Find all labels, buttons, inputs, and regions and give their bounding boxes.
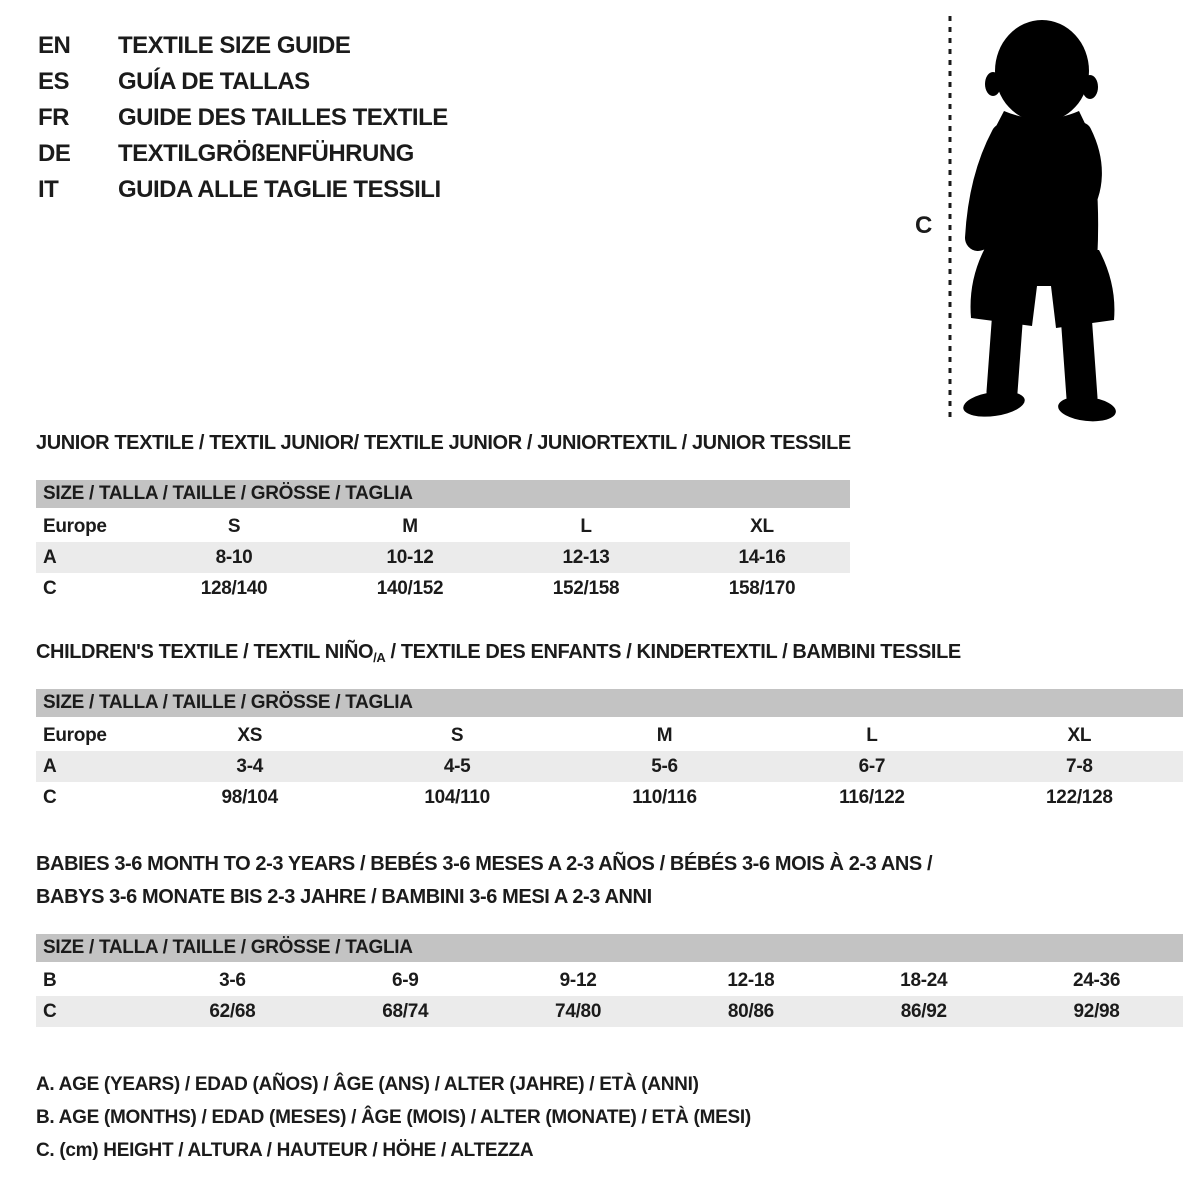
footnote-age-years: A. AGE (YEARS) / EDAD (AÑOS) / ÂGE (ANS) / ALTER (JAHRE) / ETÀ (ANNI) [36, 1074, 699, 1095]
row-label: B [43, 969, 57, 991]
lang-row-it [38, 172, 448, 208]
table-cell: 10-12 [386, 546, 434, 568]
lang-label: TEXTILE SIZE GUIDE [118, 32, 351, 59]
table-cell: 14-16 [738, 546, 786, 568]
table-cell: 7-8 [1066, 755, 1093, 777]
table-cell: 12-18 [727, 969, 775, 991]
title-part: CHILDREN'S TEXTILE / TEXTIL NIÑO [36, 641, 374, 663]
table-cell: M [402, 515, 418, 537]
lang-code: FR [38, 104, 69, 131]
footnote-height-cm: C. (cm) HEIGHT / ALTURA / HAUTEUR / HÖHE / ALTEZZA [36, 1140, 534, 1161]
table-cell: 62/68 [209, 1000, 256, 1022]
dashed-measure-line-icon [947, 16, 953, 418]
lang-code: ES [38, 68, 70, 95]
table-row-height [36, 573, 850, 604]
height-measure-label: C [915, 212, 933, 239]
table-cell: XL [1067, 724, 1092, 746]
lang-code: DE [38, 140, 71, 167]
row-label: Europe [43, 515, 107, 537]
row-label: A [43, 755, 57, 777]
lang-label: TEXTILGRÖßENFÜHRUNG [118, 140, 414, 167]
row-label: A [43, 546, 57, 568]
footnote-age-months: B. AGE (MONTHS) / EDAD (MESES) / ÂGE (MOIS) / ALTER (MONATE) / ETÀ (MESI) [36, 1107, 751, 1128]
babies-section-title-line2: BABYS 3-6 MONATE BIS 2-3 JAHRE / BAMBINI 3-6 MESI A 2-3 ANNI [36, 886, 652, 908]
babies-section-title-line1: BABIES 3-6 MONTH TO 2-3 YEARS / BEBÉS 3-6 MESES A 2-3 AÑOS / BÉBÉS 3-6 MOIS À 2-3 ANS / [36, 853, 933, 875]
table-cell: 24-36 [1073, 969, 1121, 991]
row-label: C [43, 1000, 57, 1022]
junior-section-title: JUNIOR TEXTILE / TEXTIL JUNIOR/ TEXTILE JUNIOR / JUNIORTEXTIL / JUNIOR TESSILE [36, 432, 851, 454]
table-cell: L [580, 515, 592, 537]
table-cell: 3-6 [219, 969, 246, 991]
children-section-title [36, 641, 1183, 665]
table-cell: 98/104 [221, 786, 278, 808]
table-cell: M [656, 724, 673, 746]
size-header-bar: SIZE / TALLA / TAILLE / GRÖSSE / TAGLIA [36, 689, 1183, 717]
table-cell: 74/80 [555, 1000, 602, 1022]
toddler-silhouette-icon [958, 14, 1138, 424]
lang-label: GUIDA ALLE TAGLIE TESSILI [118, 176, 441, 203]
table-cell: 3-4 [236, 755, 263, 777]
table-cell: 116/122 [839, 786, 905, 808]
table-row-europe [36, 511, 850, 542]
table-cell: S [227, 515, 241, 537]
lang-code: EN [38, 32, 71, 59]
table-cell: 140/152 [376, 577, 444, 599]
baby-figure-block [903, 8, 1195, 424]
row-label: C [43, 577, 57, 599]
lang-label: GUIDE DES TAILLES TEXTILE [118, 104, 448, 131]
table-cell: 110/116 [632, 786, 697, 808]
table-cell: 128/140 [200, 577, 268, 599]
babies-size-table [36, 934, 1183, 1027]
footnotes [36, 1068, 751, 1167]
table-cell: XL [750, 515, 774, 537]
table-cell: 9-12 [559, 969, 597, 991]
table-cell: 86/92 [900, 1000, 947, 1022]
table-cell: 80/86 [727, 1000, 774, 1022]
lang-code: IT [38, 176, 59, 203]
table-cell: 104/110 [424, 786, 490, 808]
row-label: Europe [43, 724, 107, 746]
table-cell: 4-5 [443, 755, 471, 777]
table-cell: XS [237, 724, 263, 746]
language-header [38, 28, 448, 208]
table-cell: 152/158 [552, 577, 620, 599]
table-row-age [36, 751, 1183, 782]
junior-textile-section [36, 432, 850, 604]
table-cell: 6-9 [391, 969, 419, 991]
lang-row-en [38, 28, 448, 64]
size-header-bar: SIZE / TALLA / TAILLE / GRÖSSE / TAGLIA [36, 480, 850, 508]
row-label: C [43, 786, 57, 808]
table-cell: 68/74 [382, 1000, 429, 1022]
table-cell: 158/170 [728, 577, 796, 599]
table-row-age [36, 542, 850, 573]
table-cell: 5-6 [651, 755, 678, 777]
table-row-height [36, 782, 1183, 813]
table-row-age-months [36, 965, 1183, 996]
lang-row-de [38, 136, 448, 172]
table-cell: L [866, 724, 878, 746]
title-part: / TEXTILE DES ENFANTS / KINDERTEXTIL / BAMBINI TESSILE [385, 641, 961, 663]
table-row-height [36, 996, 1183, 1027]
lang-label: GUÍA DE TALLAS [118, 68, 310, 95]
table-cell: 122/128 [1046, 786, 1113, 808]
table-cell: 92/98 [1073, 1000, 1120, 1022]
junior-size-table [36, 480, 850, 604]
title-subscript: /A [373, 650, 386, 665]
size-header-bar: SIZE / TALLA / TAILLE / GRÖSSE / TAGLIA [36, 934, 1183, 962]
lang-row-fr [38, 100, 448, 136]
table-cell: 18-24 [900, 969, 948, 991]
lang-row-es [38, 64, 448, 100]
table-cell: 12-13 [562, 546, 610, 568]
children-size-table [36, 689, 1183, 813]
table-cell: 8-10 [215, 546, 253, 568]
babies-textile-section [36, 848, 1183, 1027]
table-cell: S [450, 724, 464, 746]
children-textile-section [36, 641, 1183, 813]
table-row-europe [36, 720, 1183, 751]
table-cell: 6-7 [858, 755, 886, 777]
